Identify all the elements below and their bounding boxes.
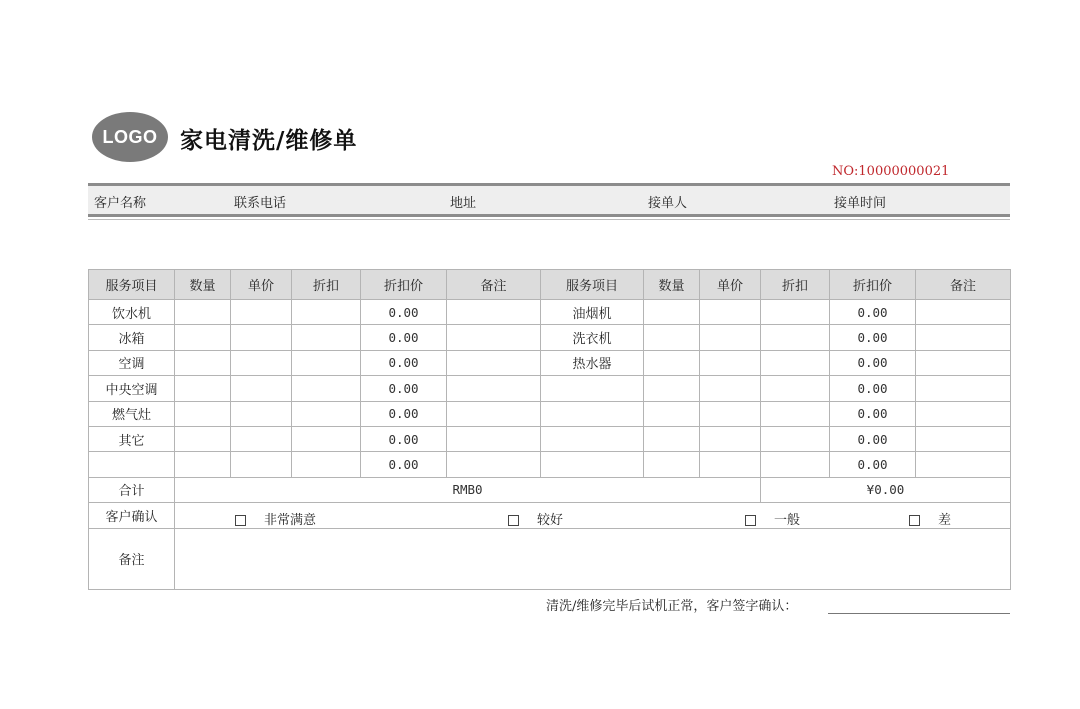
unit-price-cell[interactable]	[700, 325, 761, 350]
col-header: 服务项目	[541, 270, 644, 300]
unit-price-cell[interactable]	[231, 452, 292, 477]
note-cell[interactable]	[447, 376, 541, 401]
discount-price: 0.00	[830, 401, 916, 426]
discount-price: 0.00	[830, 350, 916, 375]
unit-price-cell[interactable]	[231, 300, 292, 325]
discount-price: 0.00	[830, 426, 916, 451]
total-row	[89, 477, 1011, 502]
total-rmb: RMB0	[175, 477, 761, 502]
service-item	[541, 376, 644, 401]
service-item: 燃气灶	[89, 401, 175, 426]
address-label: 地址	[450, 196, 477, 211]
remark-row	[89, 528, 1011, 589]
confirm-label: 客户确认	[89, 503, 175, 528]
signature-prompt: 清洗/维修完毕后试机正常，客户签字确认：	[546, 599, 798, 614]
quantity-cell[interactable]	[644, 325, 700, 350]
note-cell[interactable]	[447, 325, 541, 350]
quantity-cell[interactable]	[175, 401, 231, 426]
col-header: 备注	[916, 270, 1011, 300]
unit-price-cell[interactable]	[231, 376, 292, 401]
note-cell[interactable]	[916, 452, 1011, 477]
quantity-cell[interactable]	[175, 376, 231, 401]
customer-name-label: 客户名称	[94, 196, 147, 211]
col-header: 单价	[700, 270, 761, 300]
col-header: 单价	[231, 270, 292, 300]
satisfaction-options	[175, 503, 1011, 528]
note-cell[interactable]	[916, 426, 1011, 451]
note-cell[interactable]	[916, 401, 1011, 426]
service-item: 饮水机	[89, 300, 175, 325]
unit-price-cell[interactable]	[231, 325, 292, 350]
option-very-satisfied[interactable]	[235, 509, 316, 528]
discount-cell[interactable]	[292, 426, 361, 451]
col-header: 折扣价	[361, 270, 447, 300]
service-item: 洗衣机	[541, 325, 644, 350]
option-good[interactable]	[508, 509, 563, 528]
quantity-cell[interactable]	[175, 426, 231, 451]
checkbox[interactable]	[745, 515, 756, 526]
unit-price-cell[interactable]	[231, 426, 292, 451]
col-header: 折扣价	[830, 270, 916, 300]
table-row	[89, 401, 1011, 426]
unit-price-cell[interactable]	[700, 401, 761, 426]
checkbox[interactable]	[235, 515, 246, 526]
service-item	[541, 401, 644, 426]
discount-price: 0.00	[361, 325, 447, 350]
discount-price: 0.00	[361, 376, 447, 401]
checkbox[interactable]	[508, 515, 519, 526]
col-header: 折扣	[292, 270, 361, 300]
service-item: 中央空调	[89, 376, 175, 401]
option-label: 较好	[537, 513, 564, 529]
unit-price-cell[interactable]	[700, 452, 761, 477]
service-item: 空调	[89, 350, 175, 375]
col-header: 数量	[175, 270, 231, 300]
option-poor[interactable]	[909, 509, 951, 528]
service-item: 油烟机	[541, 300, 644, 325]
discount-cell[interactable]	[761, 376, 830, 401]
table-row	[89, 452, 1011, 477]
table-row	[89, 426, 1011, 451]
service-item	[541, 452, 644, 477]
total-amount: ¥0.00	[761, 477, 1011, 502]
service-item	[89, 452, 175, 477]
quantity-cell[interactable]	[644, 300, 700, 325]
service-table	[88, 269, 1011, 590]
discount-cell[interactable]	[292, 350, 361, 375]
table-row	[89, 325, 1011, 350]
quantity-cell[interactable]	[644, 376, 700, 401]
table-row	[89, 376, 1011, 401]
discount-price: 0.00	[361, 300, 447, 325]
table-row	[89, 300, 1011, 325]
order-number: NO:10000000021	[832, 164, 950, 179]
remark-label: 备注	[89, 528, 175, 589]
col-header: 服务项目	[89, 270, 175, 300]
discount-cell[interactable]	[761, 426, 830, 451]
order-time-label: 接单时间	[834, 196, 887, 211]
quantity-cell[interactable]	[175, 452, 231, 477]
quantity-cell[interactable]	[175, 350, 231, 375]
note-cell[interactable]	[916, 300, 1011, 325]
note-cell[interactable]	[447, 350, 541, 375]
quantity-cell[interactable]	[644, 452, 700, 477]
discount-cell[interactable]	[292, 401, 361, 426]
confirm-row	[89, 503, 1011, 528]
option-label: 差	[938, 513, 952, 529]
receiver-label: 接单人	[648, 196, 688, 211]
unit-price-cell[interactable]	[700, 376, 761, 401]
remark-field[interactable]	[175, 528, 1011, 589]
unit-price-cell[interactable]	[700, 350, 761, 375]
quantity-cell[interactable]	[175, 325, 231, 350]
divider	[88, 219, 1010, 220]
discount-price: 0.00	[830, 376, 916, 401]
phone-label: 联系电话	[234, 196, 287, 211]
discount-price: 0.00	[361, 452, 447, 477]
discount-price: 0.00	[361, 401, 447, 426]
customer-info-bar	[88, 183, 1010, 217]
discount-price: 0.00	[830, 452, 916, 477]
service-item: 冰箱	[89, 325, 175, 350]
discount-cell[interactable]	[761, 325, 830, 350]
quantity-cell[interactable]	[175, 300, 231, 325]
discount-cell[interactable]	[292, 300, 361, 325]
unit-price-cell[interactable]	[231, 401, 292, 426]
quantity-cell[interactable]	[644, 401, 700, 426]
discount-cell[interactable]	[761, 452, 830, 477]
discount-price: 0.00	[830, 300, 916, 325]
table-row	[89, 350, 1011, 375]
checkbox[interactable]	[909, 515, 920, 526]
note-cell[interactable]	[447, 401, 541, 426]
note-cell[interactable]	[916, 350, 1011, 375]
quantity-cell[interactable]	[644, 350, 700, 375]
discount-price: 0.00	[361, 350, 447, 375]
note-cell[interactable]	[447, 452, 541, 477]
note-cell[interactable]	[447, 300, 541, 325]
service-item	[541, 426, 644, 451]
discount-cell[interactable]	[761, 350, 830, 375]
col-header: 折扣	[761, 270, 830, 300]
discount-cell[interactable]	[292, 376, 361, 401]
col-header: 数量	[644, 270, 700, 300]
quantity-cell[interactable]	[644, 426, 700, 451]
option-label: 非常满意	[264, 513, 317, 529]
table-header-row	[89, 270, 1011, 300]
unit-price-cell[interactable]	[700, 300, 761, 325]
note-cell[interactable]	[916, 325, 1011, 350]
option-label: 一般	[774, 513, 801, 529]
signature-line[interactable]	[828, 613, 1010, 614]
note-cell[interactable]	[447, 426, 541, 451]
discount-cell[interactable]	[292, 452, 361, 477]
discount-cell[interactable]	[761, 401, 830, 426]
discount-price: 0.00	[830, 325, 916, 350]
service-item: 热水器	[541, 350, 644, 375]
discount-cell[interactable]	[292, 325, 361, 350]
unit-price-cell[interactable]	[231, 350, 292, 375]
discount-price: 0.00	[361, 426, 447, 451]
option-average[interactable]	[745, 509, 800, 528]
logo: LOGO	[92, 112, 168, 162]
col-header: 备注	[447, 270, 541, 300]
unit-price-cell[interactable]	[700, 426, 761, 451]
total-label: 合计	[89, 477, 175, 502]
service-item: 其它	[89, 426, 175, 451]
note-cell[interactable]	[916, 376, 1011, 401]
page-title: 家电清洗/维修单	[180, 127, 358, 154]
discount-cell[interactable]	[761, 300, 830, 325]
